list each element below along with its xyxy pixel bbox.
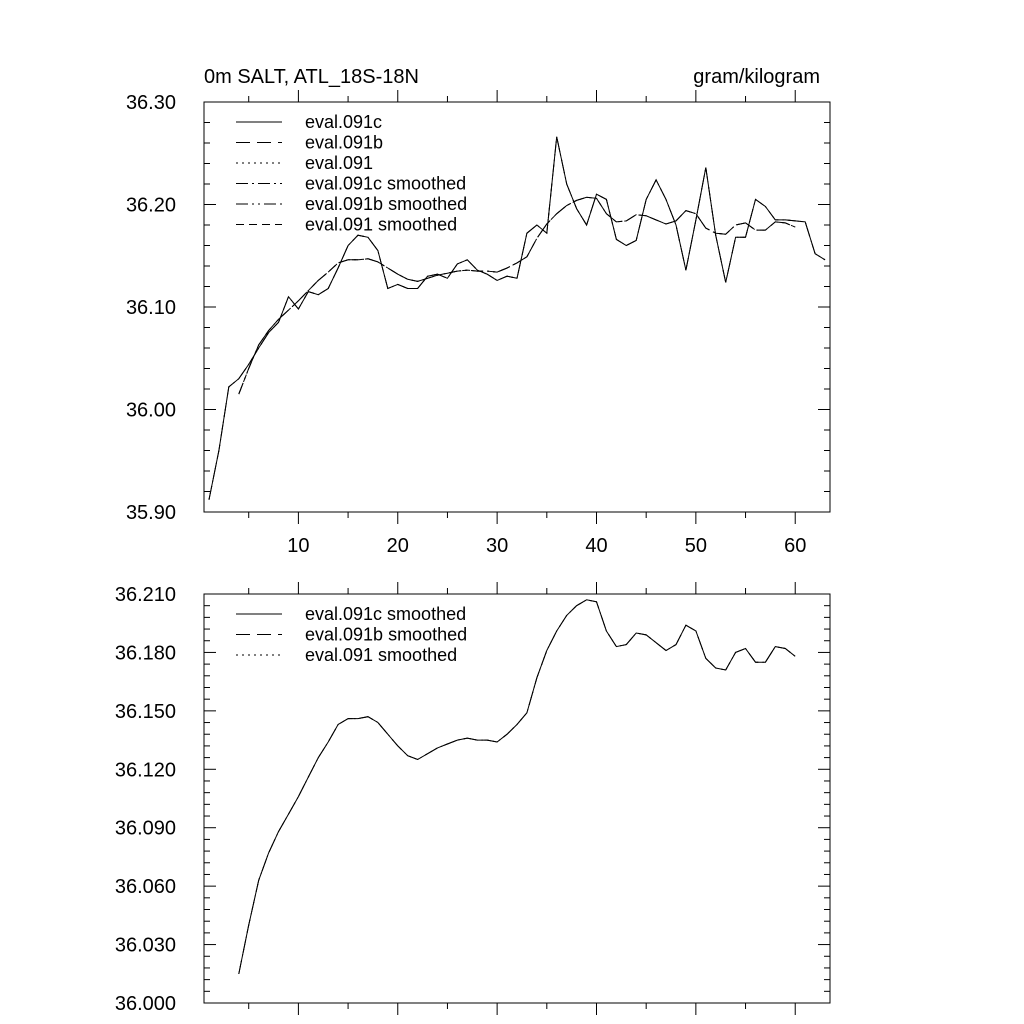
- x-tick-label: 30: [486, 535, 509, 557]
- x-tick-label: 40: [585, 535, 608, 557]
- units-label: gram/kilogram: [693, 66, 820, 88]
- y-tick-label: 36.090: [114, 817, 176, 840]
- y-tick-label: 35.90: [125, 502, 176, 524]
- x-tick-label: 50: [684, 535, 707, 557]
- plot-frame: [204, 102, 830, 512]
- chart-title: 0m SALT, ATL_18S-18N: [204, 66, 419, 88]
- y-tick-label: 36.060: [114, 876, 176, 899]
- lower-panel: [115, 582, 830, 1015]
- legend-label: eval.091 smoothed: [305, 214, 458, 235]
- y-tick-label: 36.120: [114, 759, 176, 782]
- upper-panel: [126, 66, 830, 557]
- y-tick-label: 36.000: [114, 993, 176, 1015]
- series-line: [209, 137, 825, 500]
- series-line: [209, 137, 825, 500]
- legend-label: eval.091c smoothed: [305, 173, 467, 194]
- legend-label: eval.091: [305, 153, 374, 173]
- y-tick-label: 36.30: [125, 92, 176, 114]
- legend-label: eval.091b smoothed: [305, 624, 468, 645]
- x-tick-label: 20: [386, 535, 409, 557]
- legend: [236, 112, 467, 235]
- y-tick-label: 36.10: [125, 297, 176, 319]
- legend-label: eval.091b smoothed: [305, 194, 468, 214]
- y-tick-label: 36.210: [114, 584, 176, 606]
- x-tick-label: 60: [784, 535, 807, 557]
- legend-label: eval.091c smoothed: [305, 604, 467, 624]
- series-line: [209, 137, 825, 500]
- legend-label: eval.091c: [305, 112, 383, 132]
- y-tick-label: 36.030: [114, 934, 176, 957]
- legend: [236, 604, 467, 665]
- legend-label: eval.091 smoothed: [305, 645, 458, 665]
- legend-label: eval.091b: [305, 132, 384, 153]
- y-tick-label: 36.20: [125, 194, 176, 217]
- y-tick-label: 36.150: [114, 700, 176, 723]
- plot-frame: [204, 594, 830, 1003]
- x-tick-label: 10: [287, 535, 310, 557]
- y-tick-label: 36.180: [114, 642, 176, 665]
- y-tick-label: 36.00: [125, 399, 176, 422]
